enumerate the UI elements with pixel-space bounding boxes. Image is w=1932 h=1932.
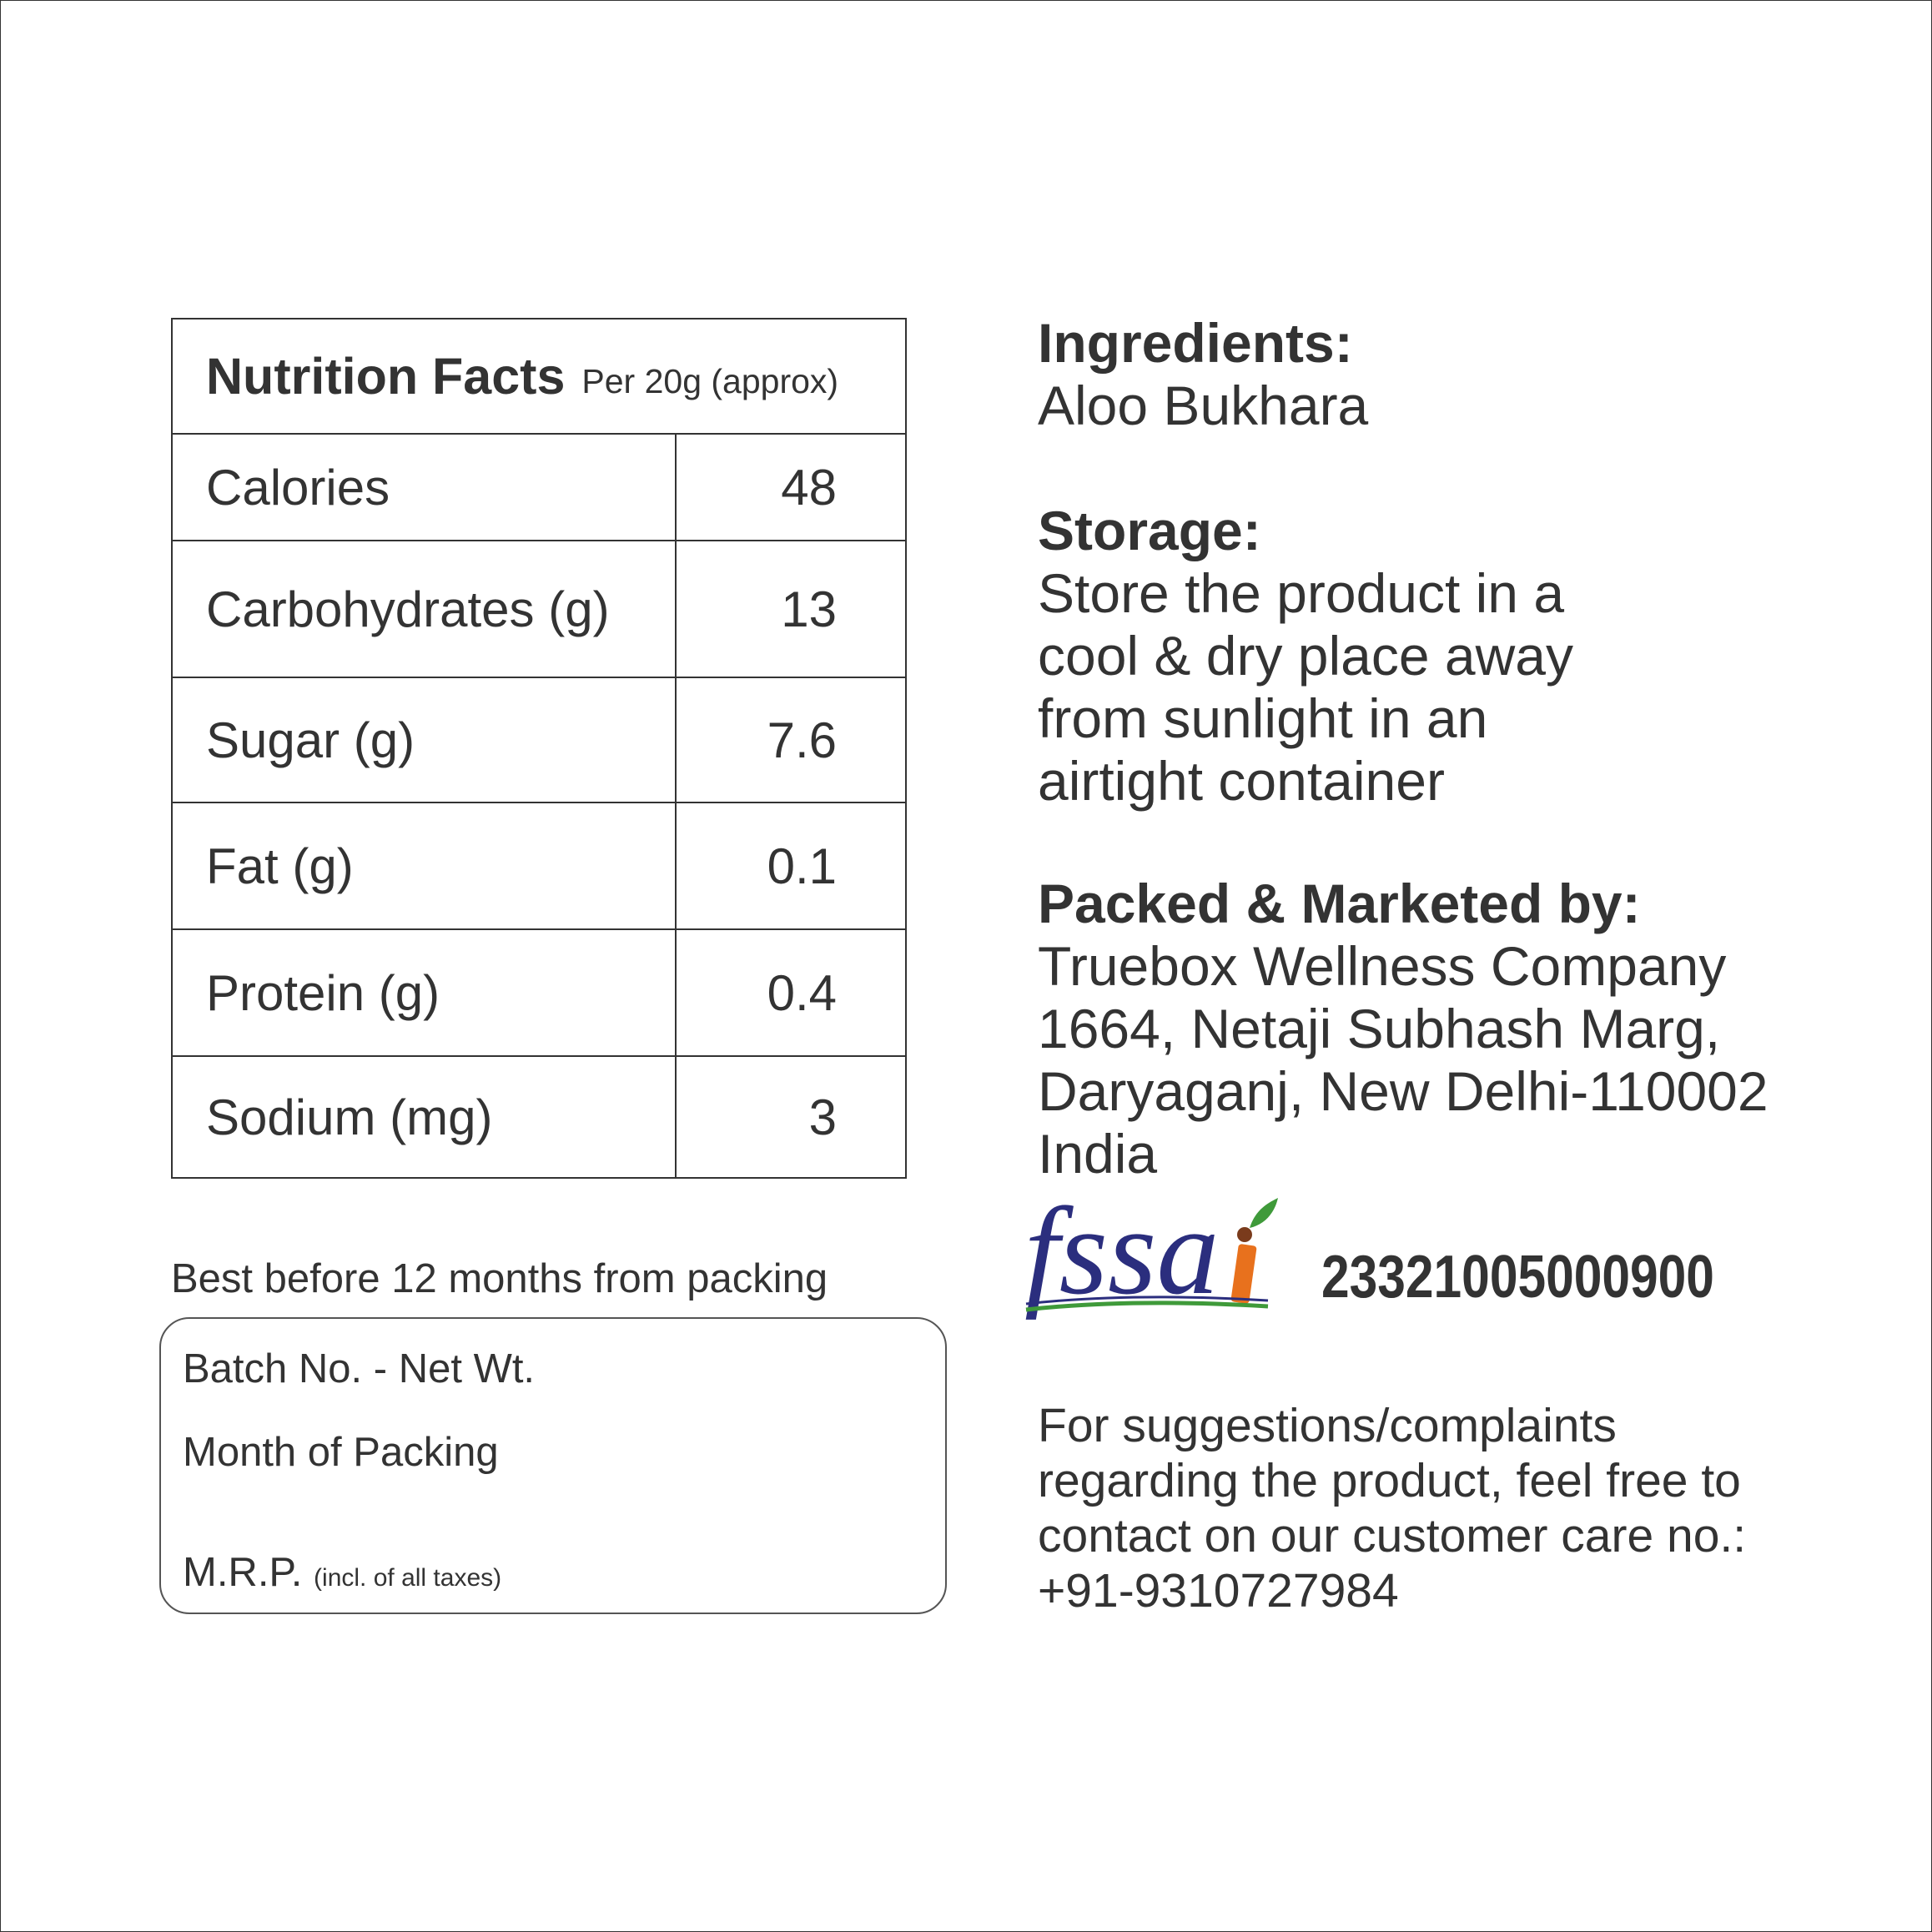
mrp-tax-note: (incl. of all taxes) [314,1564,502,1592]
packer-line: Truebox Wellness Company [1038,935,1727,997]
fssai-logo-letters: fssa [1024,1185,1220,1321]
nutrient-label: Carbohydrates (g) [173,541,677,677]
leaf-icon [1250,1198,1278,1228]
fssai-i-stem [1230,1244,1257,1304]
serving-size: Per 20g (approx) [581,361,839,400]
table-row [173,435,905,541]
batch-info-box [159,1317,947,1614]
storage-line: Store the product in a [1038,562,1565,624]
contact-section [1038,1398,1880,1618]
fssai-logo [1018,1185,1285,1326]
storage-section [1038,500,1880,813]
best-before-text: Best before 12 months from packing [171,1256,828,1301]
customer-care-number: +91-9310727984 [1038,1564,1399,1618]
packer-line: India [1038,1123,1158,1185]
contact-line: For suggestions/complaints [1038,1399,1617,1452]
mrp-label [183,1549,501,1596]
table-row [173,930,905,1057]
packer-line: Daryaganj, New Delhi-110002 [1038,1060,1768,1122]
packed-by-heading: Packed & Marketed by: [1038,873,1641,934]
nutrient-value: 0.1 [767,838,837,894]
nutrition-title: Nutrition Facts [206,348,566,405]
contact-line: contact on our customer care no.: [1038,1509,1747,1562]
ingredients-section [1038,312,1880,437]
nutrient-label: Sugar (g) [173,678,677,802]
ingredients-heading: Ingredients: [1038,312,1353,374]
storage-heading: Storage: [1038,500,1261,561]
fssai-license-number: 23321005000900 [1321,1244,1714,1311]
nutrient-value: 0.4 [767,964,837,1021]
nutrient-value: 48 [781,459,837,516]
storage-line: airtight container [1038,750,1445,812]
storage-line: from sunlight in an [1038,687,1488,749]
nutrient-label: Calories [173,435,677,540]
nutrient-label: Sodium (mg) [173,1057,677,1177]
batch-net-weight-label: Batch No. - Net Wt. [183,1346,536,1391]
packer-line: 1664, Netaji Subhash Marg, [1038,998,1721,1059]
table-row [173,678,905,803]
contact-line: regarding the product, feel free to [1038,1454,1741,1507]
storage-line: cool & dry place away [1038,625,1573,687]
packed-by-section [1038,873,1880,1185]
table-row [173,1057,905,1177]
nutrition-facts-table [171,318,907,1179]
nutrient-value: 13 [781,581,837,637]
nutrient-value: 3 [808,1089,837,1145]
table-row [173,803,905,930]
nutrient-label: Protein (g) [173,930,677,1055]
nutrient-label: Fat (g) [173,803,677,928]
ingredients-text: Aloo Bukhara [1038,375,1369,436]
table-row [173,541,905,678]
nutrition-header [173,319,905,435]
nutrient-value: 7.6 [767,712,837,768]
fssai-i-dot [1237,1227,1252,1242]
mrp-text: M.R.P. [183,1550,303,1595]
month-of-packing-label: Month of Packing [183,1430,499,1475]
